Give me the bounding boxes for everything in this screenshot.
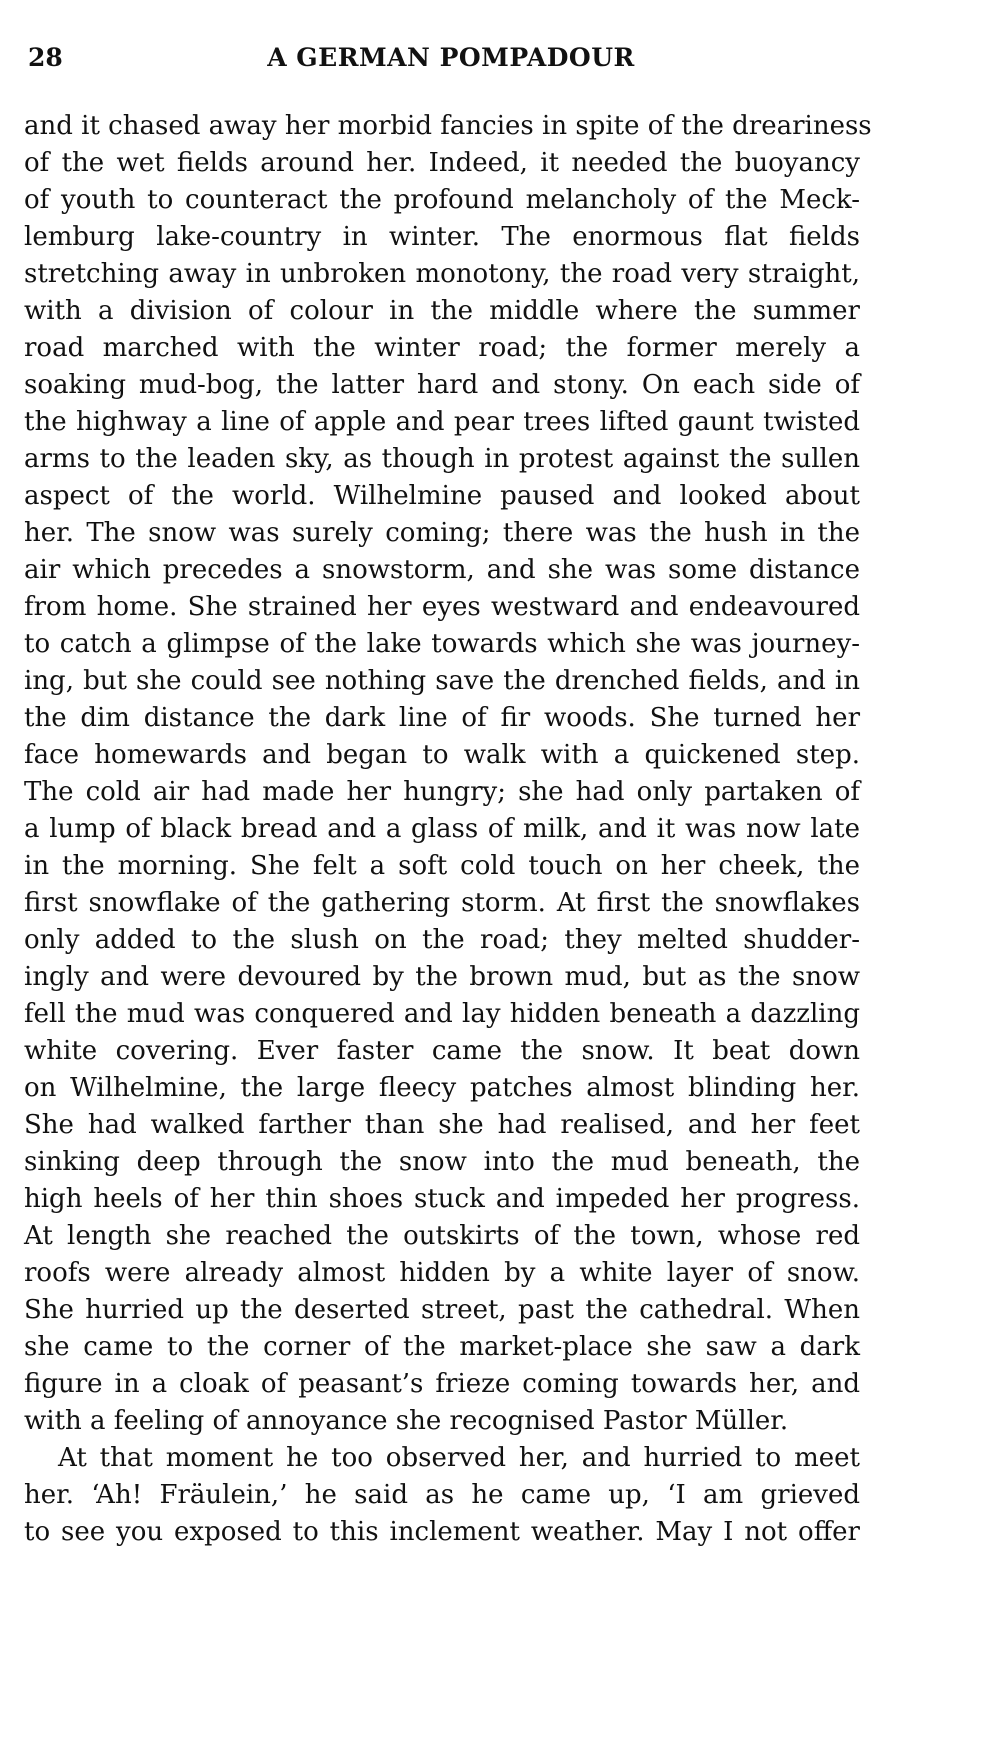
text-line: she came to the corner of the market-place she saw a dark (24, 1332, 860, 1362)
text-line: roofs were already almost hidden by a white layer of snow. (24, 1258, 860, 1288)
paragraph-2 (24, 1440, 860, 1551)
text-line: first snowflake of the gathering storm. At first the snowflakes (24, 888, 860, 918)
text-line: only added to the slush on the road; they melted shudder- (24, 925, 860, 955)
text-line: sinking deep through the snow into the mud beneath, the (24, 1147, 860, 1177)
text-line: She had walked farther than she had realised, and her feet (24, 1110, 860, 1140)
text-line: and it chased away her morbid fancies in spite of the dreariness (24, 111, 872, 141)
text-line: arms to the leaden sky, as though in protest against the sullen (24, 444, 860, 474)
running-head (28, 38, 874, 78)
paragraph-1 (24, 108, 872, 1440)
text-line: stretching away in unbroken monotony, the road very straight, (24, 259, 860, 289)
text-line: aspect of the world. Wilhelmine paused and looked about (24, 481, 860, 511)
text-line: ingly and were devoured by the brown mud, but as the snow (24, 962, 860, 992)
text-line: soaking mud-bog, the latter hard and stony. On each side of (24, 370, 860, 400)
text-line: lemburg lake-country in winter. The enormous flat fields (24, 222, 860, 252)
text-line: high heels of her thin shoes stuck and impeded her progress. (24, 1184, 860, 1214)
page-number: 28 (28, 43, 63, 72)
running-title: A GERMAN POMPADOUR (267, 43, 635, 72)
text-line: to see you exposed to this inclement weather. May I not offer (24, 1517, 860, 1547)
text-line: with a feeling of annoyance she recognised Pastor Müller. (24, 1406, 789, 1436)
text-line: with a division of colour in the middle where the summer (24, 296, 860, 326)
text-line: the highway a line of apple and pear trees lifted gaunt twisted (24, 407, 860, 437)
text-line: her. The snow was surely coming; there was the hush in the (24, 518, 860, 548)
text-line: ing, but she could see nothing save the drenched fields, and in (24, 666, 860, 696)
text-line: of the wet fields around her. Indeed, it needed the buoyancy (24, 148, 860, 178)
text-line: a lump of black bread and a glass of milk, and it was now late (24, 814, 860, 844)
text-line: air which precedes a snowstorm, and she was some distance (24, 555, 860, 585)
text-line: At that moment he too observed her, and hurried to meet (58, 1443, 860, 1473)
text-line: the dim distance the dark line of fir woods. She turned her (24, 703, 860, 733)
text-line: to catch a glimpse of the lake towards which she was journey- (24, 629, 860, 659)
text-line: figure in a cloak of peasant’s frieze coming towards her, and (24, 1369, 860, 1399)
body-text (24, 108, 872, 1551)
text-line: The cold air had made her hungry; she had only partaken of (24, 777, 860, 807)
text-line: white covering. Ever faster came the snow. It beat down (24, 1036, 860, 1066)
text-line: At length she reached the outskirts of the town, whose red (24, 1221, 860, 1251)
text-line: face homewards and began to walk with a quickened step. (24, 740, 860, 770)
text-line: road marched with the winter road; the former merely a (24, 333, 860, 363)
text-line: fell the mud was conquered and lay hidden beneath a dazzling (24, 999, 860, 1029)
text-line: She hurried up the deserted street, past the cathedral. When (24, 1295, 860, 1325)
text-line: in the morning. She felt a soft cold touch on her cheek, the (24, 851, 860, 881)
text-line: her. ‘Ah! Fräulein,’ he said as he came up, ‘I am grieved (24, 1480, 860, 1510)
text-line: on Wilhelmine, the large fleecy patches almost blinding her. (24, 1073, 860, 1103)
text-line: of youth to counteract the profound melancholy of the Meck- (24, 185, 860, 215)
text-line: from home. She strained her eyes westward and endeavoured (24, 592, 860, 622)
